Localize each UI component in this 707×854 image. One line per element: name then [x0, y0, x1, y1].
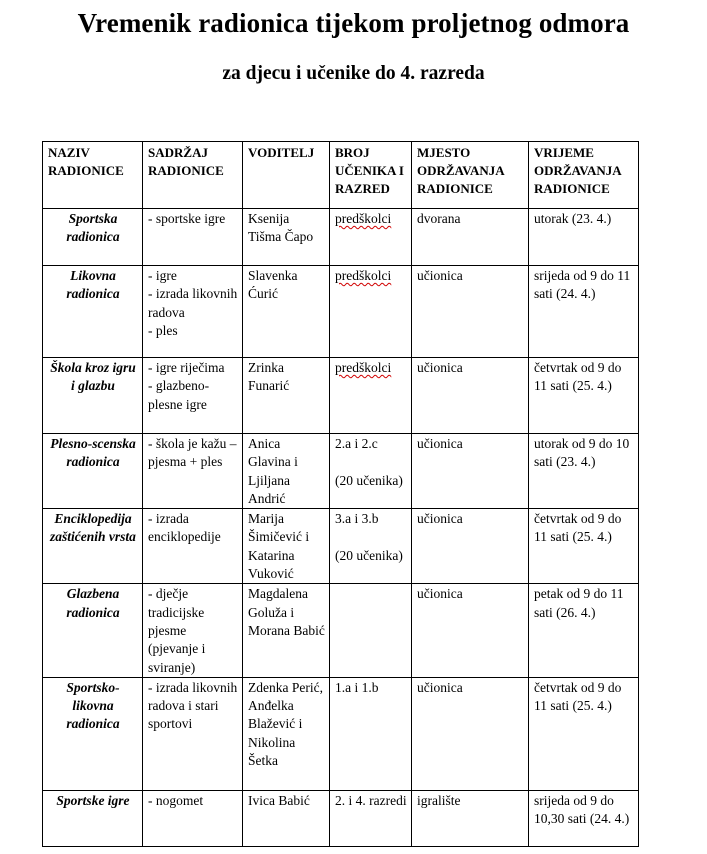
workshop-content-line: - izrada likovnih radova [148, 286, 241, 320]
workshop-time: utorak od 9 do 10 sati (23. 4.) [529, 434, 639, 509]
workshop-students-line [335, 453, 407, 471]
workshop-content-line: - igre riječima [148, 360, 225, 375]
table-header-row [43, 142, 639, 209]
column-header-leader: VODITELJ [243, 142, 330, 209]
workshop-leader [243, 434, 330, 509]
table-row [43, 434, 639, 509]
workshop-content-line: - ples [148, 322, 178, 338]
workshop-students-line: predškolci [335, 360, 392, 375]
workshop-students-line: 2.a i 2.c [335, 436, 378, 451]
table-row [43, 677, 639, 790]
workshop-content [143, 790, 243, 846]
table-row [43, 209, 639, 266]
workshop-students [330, 790, 412, 846]
workshop-place: igralište [412, 790, 529, 846]
workshop-place: učionica [412, 584, 529, 677]
workshop-students-line [335, 528, 407, 546]
workshop-students [330, 584, 412, 677]
workshop-students [330, 677, 412, 790]
workshop-place: dvorana [412, 209, 529, 266]
workshop-students-line: predškolci [335, 268, 392, 283]
workshop-time: srijeda od 9 do 10,30 sati (24. 4.) [529, 790, 639, 846]
column-header-content: SADRŽAJ RADIONICE [143, 142, 243, 209]
workshop-name: Sportske igre [43, 790, 143, 846]
workshop-leader [243, 266, 330, 358]
workshop-content [143, 509, 243, 584]
workshop-content-line: - nogomet [148, 792, 204, 808]
workshop-name: Likovna radionica [43, 266, 143, 358]
column-header-time: VRIJEME ODRŽAVANJA RADIONICE [529, 142, 639, 209]
workshop-leader-line: Zdenka Perić, Anđelka Blažević i Nikolina Šetka [248, 679, 326, 769]
workshop-students-line: 1.a i 1.b [335, 679, 379, 695]
table-row [43, 790, 639, 846]
workshop-time: četvrtak od 9 do 11 sati (25. 4.) [529, 677, 639, 790]
schedule-table [42, 141, 639, 847]
workshop-time: srijeda od 9 do 11 sati (24. 4.) [529, 266, 639, 358]
workshop-place: učionica [412, 677, 529, 790]
workshop-content [143, 434, 243, 509]
workshop-content [143, 584, 243, 677]
workshop-students-line [335, 585, 407, 603]
workshop-place: učionica [412, 509, 529, 584]
workshop-content [143, 209, 243, 266]
workshop-name: Glazbena radionica [43, 584, 143, 677]
workshop-students [330, 509, 412, 584]
workshop-leader [243, 358, 330, 434]
workshop-leader-line: Ivica Babić [248, 792, 310, 808]
workshop-place: učionica [412, 266, 529, 358]
column-header-place: MJESTO ODRŽAVANJA RADIONICE [412, 142, 529, 209]
workshop-students-line: 2. i 4. razredi [335, 792, 407, 808]
workshop-content-line: - igre [148, 268, 177, 283]
workshop-students [330, 434, 412, 509]
workshop-content [143, 677, 243, 790]
workshop-students [330, 209, 412, 266]
workshop-leader [243, 584, 330, 677]
workshop-content-line: - dječje tradicijske pjesme (pjevanje i sviranje) [148, 586, 209, 675]
workshop-leader-line: Magdalena Goluža i Morana Babić [248, 586, 325, 638]
workshop-leader-line: Ksenija Tišma Čapo [248, 211, 314, 245]
workshop-content-line: - sportske igre [148, 211, 226, 226]
column-header-students: BROJ UČENIKA I RAZRED [330, 142, 412, 209]
workshop-place: učionica [412, 358, 529, 434]
workshop-name: Enciklopedija zaštićenih vrsta [43, 509, 143, 584]
workshop-leader [243, 677, 330, 790]
workshop-name: Plesno-scenska radionica [43, 434, 143, 509]
document-title: Vremenik radionica tijekom proljetnog odmora [77, 8, 630, 38]
workshop-time: utorak (23. 4.) [529, 209, 639, 266]
workshop-name: Sportsko-likovna radionica [43, 677, 143, 790]
workshop-leader-line: Anica Glavina i Ljiljana Andrić [248, 436, 302, 506]
workshop-time: četvrtak od 9 do 11 sati (25. 4.) [529, 358, 639, 434]
workshop-students [330, 358, 412, 434]
workshop-leader-line: Marija Šimičević i Katarina Vuković [248, 511, 313, 582]
workshop-students [330, 266, 412, 358]
table-row [43, 266, 639, 358]
workshop-leader-line: Zrinka Funarić [248, 360, 290, 394]
workshop-leader [243, 509, 330, 584]
workshop-leader [243, 209, 330, 266]
workshop-students-line: (20 učenika) [335, 472, 403, 488]
column-header-name: NAZIV RADIONICE [43, 142, 143, 209]
table-row [43, 584, 639, 677]
workshop-content-line: - škola je kažu – pjesma + ples [148, 436, 240, 470]
workshop-place: učionica [412, 434, 529, 509]
workshop-name: Škola kroz igru i glazbu [43, 358, 143, 434]
document-subtitle: za djecu i učenike do 4. razreda [222, 63, 485, 84]
table-row [43, 358, 639, 434]
workshop-leader-line: Slavenka Ćurić [248, 268, 301, 302]
table-row [43, 509, 639, 584]
workshop-name: Sportska radionica [43, 209, 143, 266]
workshop-content [143, 266, 243, 358]
workshop-content-line: - izrada enciklopedije [148, 511, 221, 545]
workshop-students-line: predškolci [335, 211, 392, 226]
workshop-content-line: - glazbeno-plesne igre [148, 378, 210, 412]
workshop-time: četvrtak od 9 do 11 sati (25. 4.) [529, 509, 639, 584]
workshop-time: petak od 9 do 11 sati (26. 4.) [529, 584, 639, 677]
workshop-leader [243, 790, 330, 846]
workshop-content [143, 358, 243, 434]
workshop-students-line: (20 učenika) [335, 547, 403, 563]
workshop-content-line: - izrada likovnih radova i stari sportovi [148, 679, 241, 732]
workshop-students-line: 3.a i 3.b [335, 511, 379, 527]
